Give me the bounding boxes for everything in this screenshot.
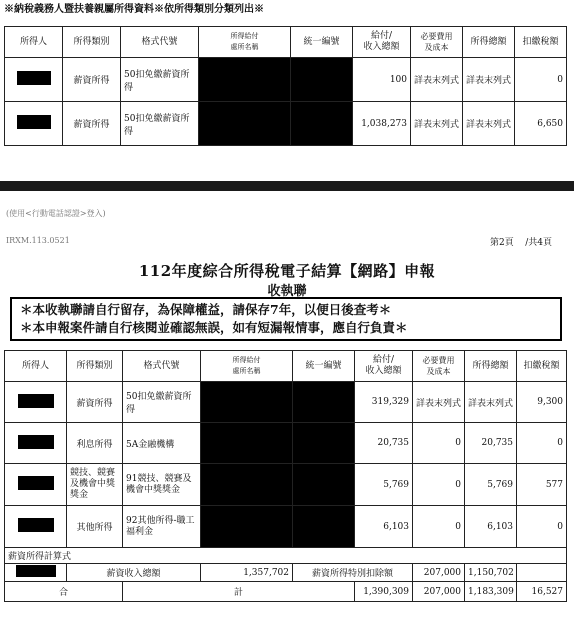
page-divider: [0, 181, 574, 191]
page-subtitle: 收執聯: [267, 284, 307, 299]
salary-calc-label-row: [5, 548, 567, 564]
gross-cell: 100: [353, 58, 411, 102]
header-gross: 給付/ 收入總額: [355, 351, 413, 382]
gross-cell: 1,038,273: [353, 102, 411, 146]
totals-row: [5, 582, 567, 602]
redacted-block: [293, 464, 355, 506]
header-total: 所得總額: [465, 351, 517, 382]
category-cell: 薪資所得: [67, 382, 123, 423]
redacted-block: [199, 102, 291, 146]
redacted-block: [293, 423, 355, 464]
header-total: 所得總額: [463, 27, 515, 58]
tax-cell: 0: [515, 58, 567, 102]
redacted-block: [17, 115, 51, 129]
total-cell: 20,735: [465, 423, 517, 464]
table-row: [5, 423, 567, 464]
redacted-block: [18, 435, 54, 449]
header-cost: 必要費用 及成本: [411, 27, 463, 58]
notice-line: ＊本申報案件請自行核閱並確認無誤，如有短漏報情事，應自行負責＊: [20, 320, 408, 335]
salary-calc-row: [5, 564, 567, 582]
tax-cell: 0: [517, 506, 567, 548]
page-title: 112年度綜合所得稅電子結算【網路】申報: [138, 262, 436, 280]
cost-cell: 0: [413, 464, 465, 506]
format-cell: 50扣免繳薪資所得: [121, 102, 199, 146]
table-header-row: [5, 27, 567, 58]
redacted-block: [17, 71, 51, 85]
format-cell: 5A金融機構: [123, 423, 201, 464]
tax-cell: 6,650: [515, 102, 567, 146]
format-cell: 50扣免繳薪資所得: [123, 382, 201, 423]
totals-tax: 16,527: [517, 582, 567, 602]
table-row: [5, 464, 567, 506]
totals-label-right: 計: [123, 582, 355, 602]
notice-line: ＊本收執聯請自行留存，為保障權益，請保存7年，以便日後查考＊: [20, 302, 392, 317]
redacted-block: [18, 518, 54, 532]
totals-cost: 207,000: [413, 582, 465, 602]
cost-cell: 0: [413, 506, 465, 548]
page2-income-table: [4, 350, 567, 602]
gross-cell: 319,329: [355, 382, 413, 423]
total-cell: 6,103: [465, 506, 517, 548]
cost-cell: 詳表末列式: [411, 102, 463, 146]
format-cell: 91競技、競賽及機會中獎獎金: [123, 464, 201, 506]
redacted-block: [201, 464, 293, 506]
table-row: [5, 102, 567, 146]
header-earner: 所得人: [5, 351, 67, 382]
header-category: 所得類別: [63, 27, 121, 58]
gross-cell: 5,769: [355, 464, 413, 506]
header-payer: 所得給付 處所名稱: [199, 27, 291, 58]
table-row: [5, 58, 567, 102]
cost-cell: 0: [413, 423, 465, 464]
gross-cell: 6,103: [355, 506, 413, 548]
notice-box: [10, 297, 562, 341]
category-cell: 薪資所得: [63, 102, 121, 146]
salary-calc-label: 薪資所得計算式: [5, 548, 567, 564]
cost-cell: 詳表末列式: [413, 382, 465, 423]
format-cell: 50扣免繳薪資所得: [121, 58, 199, 102]
header-cost: 必要費用 及成本: [413, 351, 465, 382]
tax-cell: 9,300: [517, 382, 567, 423]
header-gross: 給付/ 收入總額: [353, 27, 411, 58]
redacted-block: [291, 102, 353, 146]
redacted-block: [199, 58, 291, 102]
header-tax-id: 統一編號: [291, 27, 353, 58]
category-cell: 競技、競賽及機會中獎獎金: [67, 464, 123, 506]
header-payer: 所得給付 處所名稱: [201, 351, 293, 382]
document-code: IRXM.113.0521: [6, 236, 70, 245]
redacted-block: [201, 423, 293, 464]
totals-total: 1,183,309: [465, 582, 517, 602]
redacted-block: [201, 382, 293, 423]
redacted-block: [18, 394, 54, 408]
format-cell: 92其他所得-職工福利金: [123, 506, 201, 548]
salary-deduction-value: 207,000: [413, 564, 465, 582]
header-format: 格式代號: [121, 27, 199, 58]
salary-deduction-label: 薪資所得特別扣除額: [293, 564, 413, 582]
auth-note: (使用<行動電話認證>登入): [6, 209, 106, 218]
header-tax: 扣繳稅額: [517, 351, 567, 382]
page-number: 第2頁 /共4頁: [490, 238, 552, 248]
redacted-block: [16, 565, 56, 577]
header-tax: 扣繳稅額: [515, 27, 567, 58]
header-format: 格式代號: [123, 351, 201, 382]
redacted-block: [201, 506, 293, 548]
salary-income-label: 薪資收入總額: [67, 564, 201, 582]
header-tax-id: 統一編號: [293, 351, 355, 382]
table-row: [5, 382, 567, 423]
category-cell: 利息所得: [67, 423, 123, 464]
table-header-row: [5, 351, 567, 382]
category-cell: 薪資所得: [63, 58, 121, 102]
redacted-block: [293, 506, 355, 548]
page1-heading: ※納稅義務人暨扶養親屬所得資料※依所得類別分類列出※: [4, 4, 264, 15]
cost-cell: 詳表末列式: [411, 58, 463, 102]
page1-income-table: [4, 26, 567, 146]
table-row: [5, 506, 567, 548]
tax-cell: 0: [517, 423, 567, 464]
redacted-block: [18, 476, 54, 490]
total-cell: 詳表末列式: [465, 382, 517, 423]
category-cell: 其他所得: [67, 506, 123, 548]
tax-cell: 577: [517, 464, 567, 506]
header-earner: 所得人: [5, 27, 63, 58]
totals-label-left: 合: [5, 582, 123, 602]
totals-gross: 1,390,309: [355, 582, 413, 602]
total-cell: 5,769: [465, 464, 517, 506]
gross-cell: 20,735: [355, 423, 413, 464]
salary-income-value: 1,357,702: [201, 564, 293, 582]
redacted-block: [293, 382, 355, 423]
total-cell: 詳表末列式: [463, 58, 515, 102]
redacted-block: [291, 58, 353, 102]
salary-net-value: 1,150,702: [465, 564, 517, 582]
total-cell: 詳表末列式: [463, 102, 515, 146]
header-category: 所得類別: [67, 351, 123, 382]
